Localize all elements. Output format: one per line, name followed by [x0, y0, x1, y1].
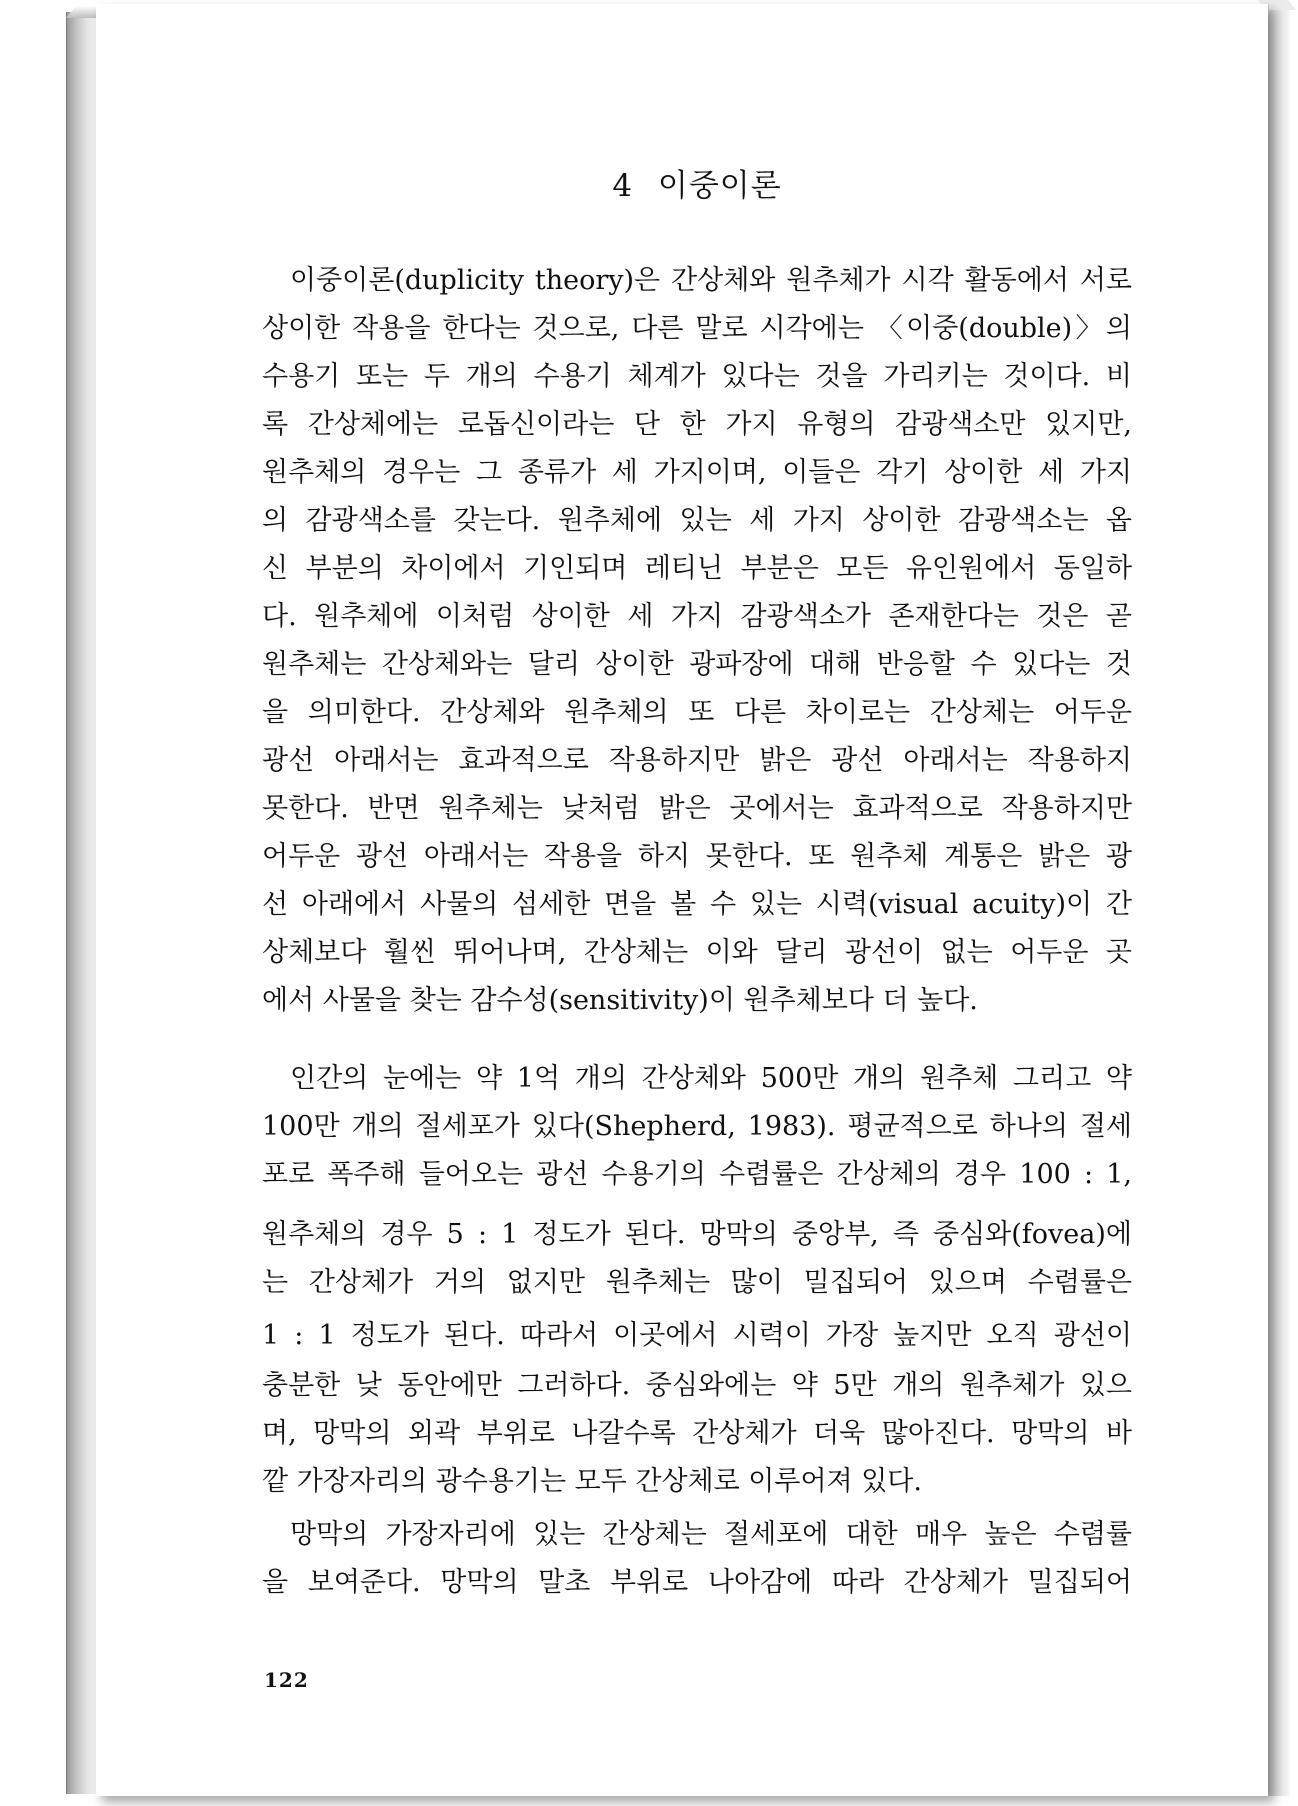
page-number: 122 — [264, 1668, 309, 1692]
paragraph-1-line-12: 못한다. 반면 원추체는 낮처럼 밝은 곳에서는 효과적으로 작용하지만 — [262, 793, 1132, 824]
paragraph-1-line-6: 의 감광색소를 갖는다. 원추체에 있는 세 가지 상이한 감광색소는 옵 — [262, 505, 1132, 536]
paragraph-2-line-1: 인간의 눈에는 약 1억 개의 간상체와 500만 개의 원추체 그리고 약 — [290, 1063, 1132, 1094]
paragraph-1-line-8: 다. 원추체에 이처럼 상이한 세 가지 감광색소가 존재한다는 것은 곧 — [262, 601, 1132, 632]
paragraph-1-line-5: 원추체의 경우는 그 종류가 세 가지이며, 이들은 각기 상이한 세 가지 — [262, 457, 1132, 488]
paragraph-1-line-9: 원추체는 간상체와는 달리 상이한 광파장에 대해 반응할 수 있다는 것 — [262, 649, 1132, 680]
paragraph-1-line-7: 신 부분의 차이에서 기인되며 레티닌 부분은 모든 유인원에서 동일하 — [262, 553, 1132, 584]
paragraph-2-line-6: 1 : 1 정도가 된다. 따라서 이곳에서 시력이 가장 높지만 오직 광선이 — [262, 1320, 1132, 1351]
paragraph-2-line-8: 며, 망막의 외곽 부위로 나갈수록 간상체가 더욱 많아진다. 망막의 바 — [262, 1418, 1132, 1449]
paragraph-1-line-10: 을 의미한다. 간상체와 원추체의 또 다른 차이로는 간상체는 어두운 — [262, 697, 1132, 728]
chapter-title: 4 이중이론 — [612, 168, 782, 204]
book-spine — [66, 12, 97, 1794]
paragraph-2-line-5: 는 간상체가 거의 없지만 원추체는 많이 밀집되어 있으며 수렴률은 — [262, 1267, 1132, 1298]
paragraph-1-line-1: 이중이론(duplicity theory)은 간상체와 원추체가 시각 활동에서 서로 — [290, 265, 1132, 296]
paragraph-1-line-2: 상이한 작용을 한다는 것으로, 다른 말로 시각에는 〈이중(double)〉의 — [262, 313, 1132, 344]
paragraph-2-line-2: 100만 개의 절세포가 있다(Shepherd, 1983). 평균적으로 하나의 절세 — [262, 1111, 1132, 1142]
paragraph-1-line-4: 록 간상체에는 로돕신이라는 단 한 가지 유형의 감광색소만 있지만, — [262, 409, 1132, 440]
paragraph-2-line-7: 충분한 낮 동안에만 그러하다. 중심와에는 약 5만 개의 원추체가 있으 — [262, 1370, 1132, 1401]
paragraph-1-line-11: 광선 아래서는 효과적으로 작용하지만 밝은 광선 아래서는 작용하지 — [262, 745, 1132, 776]
paragraph-1-line-15: 상체보다 훨씬 뛰어나며, 간상체는 이와 달리 광선이 없는 어두운 곳 — [262, 937, 1132, 968]
paragraph-2-line-9: 깥 가장자리의 광수용기는 모두 간상체로 이루어져 있다. — [262, 1466, 922, 1497]
paragraph-1-line-16: 에서 사물을 찾는 감수성(sensitivity)이 원추체보다 더 높다. — [262, 985, 978, 1016]
paragraph-2-line-3: 포로 폭주해 들어오는 광선 수용기의 수렴률은 간상체의 경우 100 : 1, — [262, 1159, 1132, 1190]
paragraph-1-line-3: 수용기 또는 두 개의 수용기 체계가 있다는 것을 가리키는 것이다. 비 — [262, 361, 1132, 392]
paragraph-3-line-1: 망막의 가장자리에 있는 간상체는 절세포에 대한 매우 높은 수렴률 — [290, 1519, 1132, 1550]
paragraph-1-line-14: 선 아래에서 사물의 섬세한 면을 볼 수 있는 시력(visual acuity)이 간 — [262, 889, 1132, 920]
paragraph-2-line-4: 원추체의 경우 5 : 1 정도가 된다. 망막의 중앙부, 즉 중심와(fovea)에 — [262, 1219, 1132, 1250]
page-edge — [1268, 4, 1290, 1796]
paragraph-3-line-2: 을 보여준다. 망막의 말초 부위로 나아감에 따라 간상체가 밀집되어 — [262, 1567, 1132, 1598]
paragraph-1-line-13: 어두운 광선 아래서는 작용을 하지 못한다. 또 원추체 계통은 밝은 광 — [262, 841, 1132, 872]
